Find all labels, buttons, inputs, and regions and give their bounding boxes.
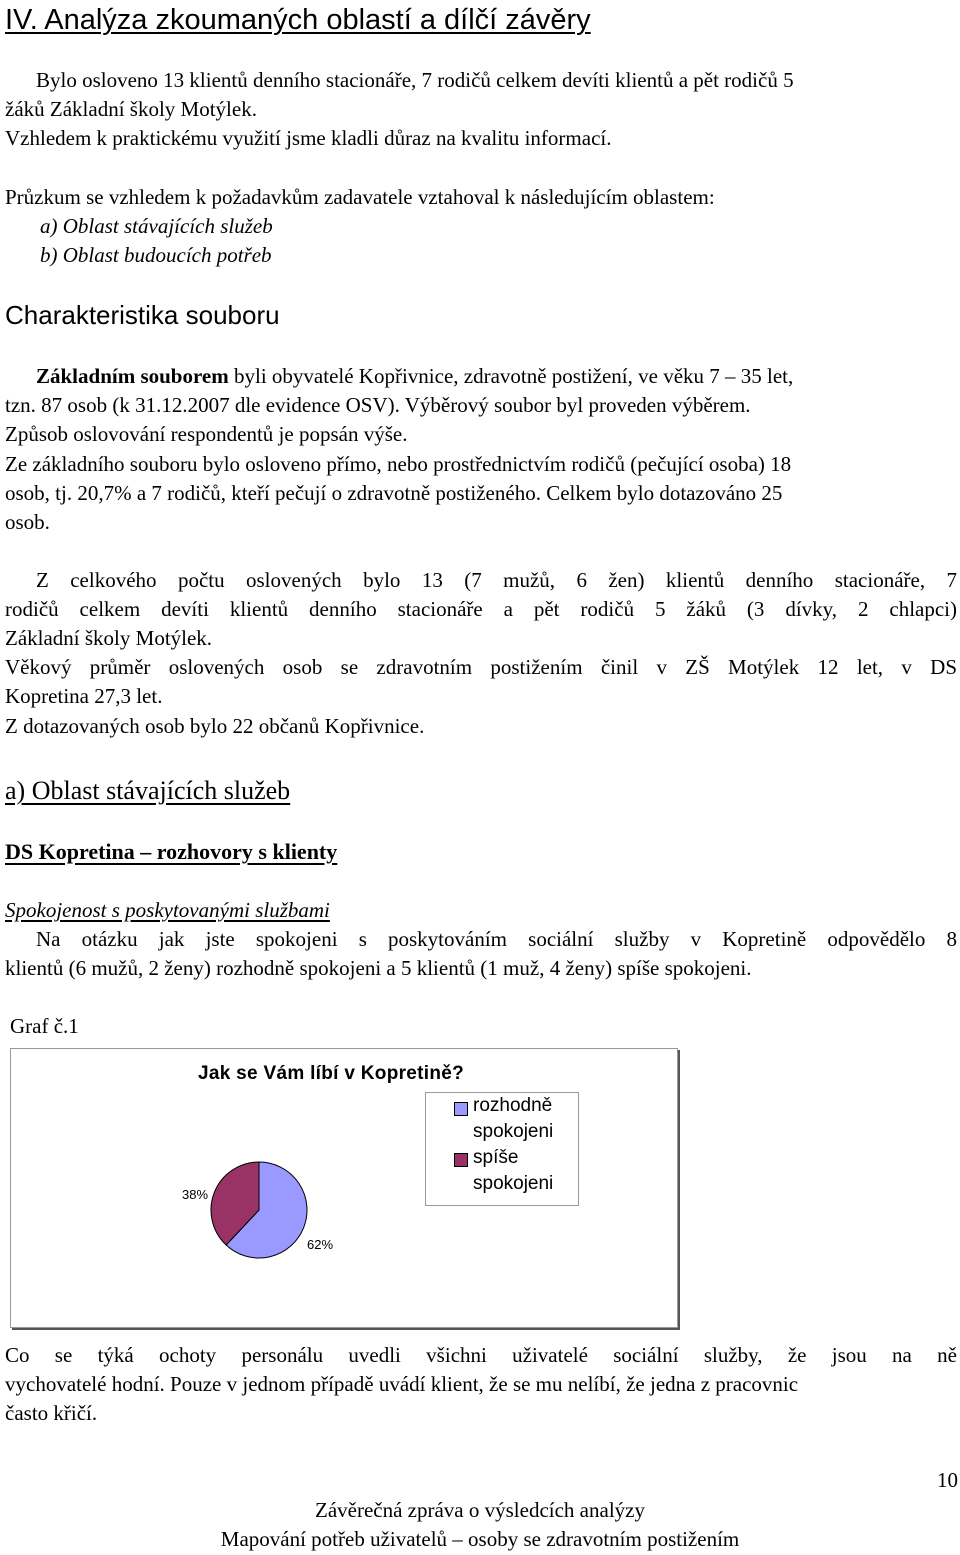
respondents-line-1: Z celkového počtu oslovených bylo 13 (7 mužů, 6 žen) klientů denního stacionáře, 7 bbox=[36, 568, 957, 592]
respondents-line-6: Z dotazovaných osob bylo 22 občanů Kopřivnice. bbox=[5, 714, 425, 738]
characteristics-line-4: Ze základního souboru bylo osloveno přímo, nebo prostřednictvím rodičů (pečující osoba) 18 bbox=[5, 452, 792, 476]
respondents-line-5: Kopretina 27,3 let. bbox=[5, 684, 163, 708]
characteristics-line-1-rest: byli obyvatelé Kopřivnice, zdravotně postižení, ve věku 7 – 35 let, bbox=[228, 364, 794, 388]
chart-legend bbox=[425, 1092, 579, 1206]
characteristics-line-5: osob, tj. 20,7% a 7 rodičů, kteří pečují o zdravotně postiženého. Celkem bylo dotazováno 25 bbox=[5, 481, 783, 505]
section-a-heading: a) Oblast stávajících služeb bbox=[5, 776, 291, 805]
section-a-subheading: DS Kopretina – rozhovory s klienty bbox=[5, 839, 338, 864]
characteristics-bold-lead: Základním souborem bbox=[36, 364, 229, 388]
characteristics-line-2: tzn. 87 osob (k 31.12.2007 dle evidence OSV). Výběrový soubor byl proveden výběrem. bbox=[5, 393, 751, 417]
characteristics-line-6: osob. bbox=[5, 510, 50, 534]
pie-data-label-38: 38% bbox=[182, 1187, 209, 1202]
intro-paragraph-2: Průzkum se vzhledem k požadavkům zadavatele vztahoval k následujícím oblastem: bbox=[5, 185, 715, 209]
respondents-line-4: Věkový průměr oslovených osob se zdravotním postižením činil v ZŠ Motýlek 12 let, v DS bbox=[5, 655, 957, 679]
area-a-item: a) Oblast stávajících služeb bbox=[40, 214, 273, 238]
pie-data-label-62: 62% bbox=[307, 1237, 334, 1252]
intro-line-1: Bylo osloveno 13 klientů denního stacionáře, 7 rodičů celkem devíti klientů a pět rodičů 5 bbox=[36, 68, 794, 92]
page-number: 10 bbox=[937, 1468, 958, 1492]
section-a-topic: Spokojenost s poskytovanými službami bbox=[5, 898, 330, 922]
legend-label-rozhodne: rozhodně spokojeni bbox=[473, 1095, 554, 1142]
satisfaction-line-1: Na otázku jak jste spokojeni s poskytováním sociální služby v Kopretině odpovědělo 8 bbox=[36, 927, 957, 951]
legend-label-spise: spíše spokojeni bbox=[473, 1147, 554, 1194]
legend-swatch-spise bbox=[454, 1153, 468, 1167]
staff-line-1: Co se týká ochoty personálu uvedli všichni uživatelé sociální služby, že jsou na ně bbox=[5, 1343, 957, 1367]
graph-label: Graf č.1 bbox=[10, 1014, 79, 1038]
intro-line-3: Vzhledem k praktickému využití jsme kladli důraz na kvalitu informací. bbox=[5, 126, 612, 150]
footer-line-2: Mapování potřeb uživatelů – osoby se zdravotním postižením bbox=[220, 1527, 740, 1551]
respondents-line-2: rodičů celkem devíti klientů denního stacionáře a pět rodičů 5 žáků (3 dívky, 2 chlapci) bbox=[5, 597, 957, 621]
footer-line-1: Závěrečná zpráva o výsledcích analýzy bbox=[315, 1498, 645, 1522]
intro-line-2: žáků Základní školy Motýlek. bbox=[5, 97, 257, 121]
area-b-item: b) Oblast budoucích potřeb bbox=[40, 243, 272, 267]
chart-title: Jak se Vám líbí v Kopretině? bbox=[198, 1063, 465, 1084]
respondents-line-3: Základní školy Motýlek. bbox=[5, 626, 213, 650]
staff-line-2: vychovatelé hodní. Pouze v jednom případě uvádí klient, že se mu nelíbí, že jedna z pracovnic bbox=[5, 1372, 799, 1396]
legend-swatch-rozhodne bbox=[454, 1102, 468, 1116]
satisfaction-line-2: klientů (6 mužů, 2 ženy) rozhodně spokojeni a 5 klientů (1 muž, 4 ženy) spíše spokojeni. bbox=[5, 956, 752, 980]
characteristics-line-3: Způsob oslovování respondentů je popsán výše. bbox=[5, 422, 408, 446]
characteristics-heading: Charakteristika souboru bbox=[5, 300, 280, 330]
page-title: IV. Analýza zkoumaných oblastí a dílčí závěry bbox=[5, 4, 591, 36]
staff-line-3: často křičí. bbox=[5, 1401, 98, 1425]
